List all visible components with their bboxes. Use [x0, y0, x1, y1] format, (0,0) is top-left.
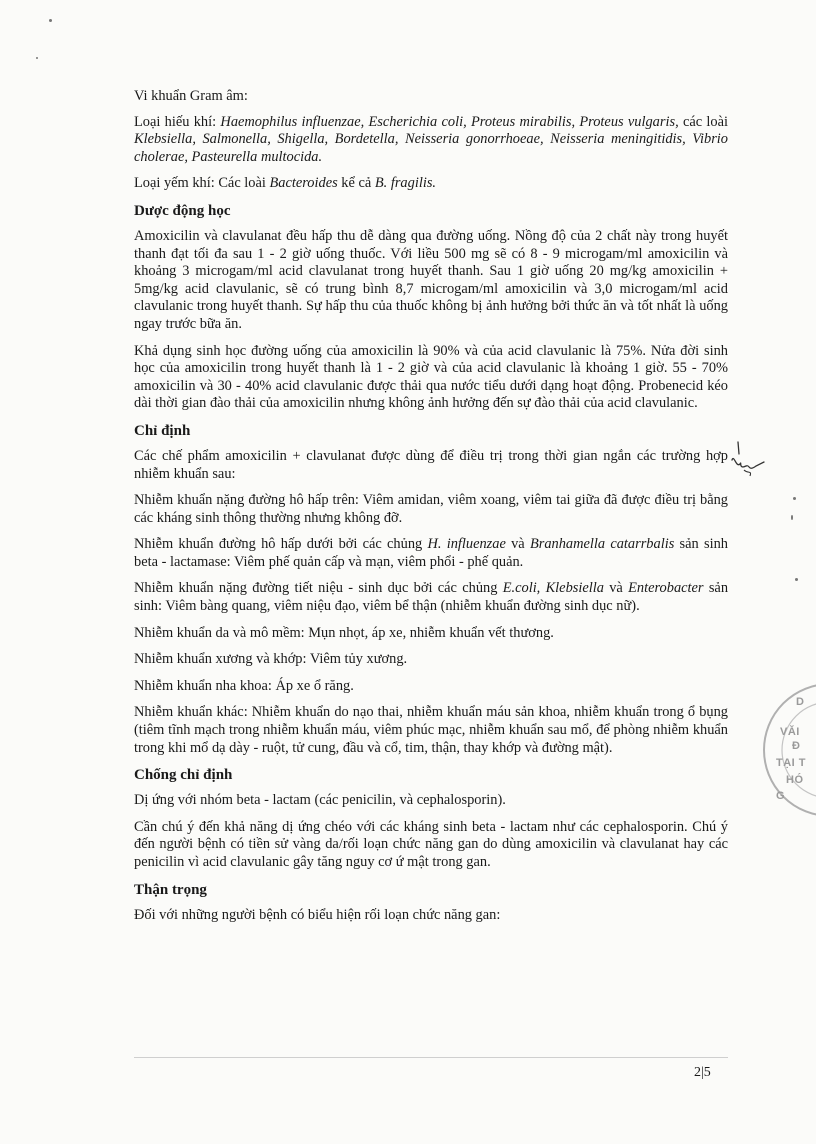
text-run: Loại hiếu khí:	[134, 113, 221, 130]
text-run: Nhiễm khuẩn xương và khớp: Viêm tủy xương.	[134, 651, 408, 668]
italic-term: Klebsiella, Salmonella, Shigella, Bordetella, Neisseria gonorrhoeae, Neisseria meningitidis, Vibrio cholerae, Pasteurella multocida.	[134, 131, 728, 165]
text-run: sản sinh beta - lactamase: Viêm phế quản cấp và mạn, viêm phổi - phế quản.	[134, 536, 728, 570]
stamp-ring	[756, 670, 816, 830]
text-run: Các chế phẩm amoxicilin + clavulanat được dùng để điều trị trong thời gian ngắn các trường hợp nhiễm khuẩn sau:	[134, 447, 728, 482]
stamp-text-line: VĂI	[780, 726, 800, 738]
aerobic-bacteria-paragraph	[134, 114, 728, 167]
stamp-text-line: D	[796, 696, 805, 708]
text-run: Nhiễm khuẩn nha khoa: Áp xe ổ răng.	[134, 677, 354, 694]
indications-paragraph	[134, 625, 728, 643]
section-title-contraindications: Chống chỉ định	[134, 767, 233, 784]
indications-section	[134, 422, 728, 757]
scan-speck	[793, 497, 796, 500]
text-run: và	[505, 536, 530, 553]
italic-term: H. influenzae	[427, 536, 506, 553]
section-title-indications: Chỉ định	[134, 422, 191, 439]
partial-official-stamp	[756, 670, 816, 830]
text-run: các loài	[678, 113, 729, 130]
indications-paragraph	[134, 678, 728, 696]
stamp-text-line: HÓ	[786, 774, 804, 786]
pharmacokinetics-paragraph: Khả dụng sinh học đường uống của amoxicilin là 90% và của acid clavulanic là 75%. Nửa đời sinh học của amoxicilin trong huyết thanh là 1 - 2 giờ và của acid clavulanic là khoảng 1 giờ. 55 - 70% amoxicilin và 30 - 40% acid clavulanic được thải qua nước tiểu dưới dạng hoạt động. Probenecid kéo dài thời gian đào thải của amoxicilin nhưng không ảnh hưởng đến sự đào thải của acid clavulanic.	[134, 342, 728, 412]
anaerobic-bacteria-paragraph	[134, 175, 728, 193]
text-run: Nhiễm khuẩn khác: Nhiễm khuẩn do nạo thai, nhiễm khuẩn máu sản khoa, nhiễm khuẩn trong ổ bụng (tiêm tĩnh mạch trong nhiễm khuẩn máu, viêm phúc mạc, nhiễm khuẩn sau mổ, để phòng nhiễm khuẩn trong khi mổ dạ dày - ruột, tử cung, đầu và cổ, tim, thận, thay khớp và đường mật).	[134, 704, 728, 756]
handwritten-initials	[726, 440, 766, 486]
contraindications-paragraph: Dị ứng với nhóm beta - lactam (các penicilin, và cephalosporin).	[134, 792, 506, 809]
text-run: Nhiễm khuẩn nặng đường hô hấp trên: Viêm amidan, viêm xoang, viêm tai giữa đã được điều trị bằng các kháng sinh thông thường nhưng không đỡ.	[134, 492, 728, 526]
text-run: Nhiễm khuẩn nặng đường tiết niệu - sinh dục bởi các chủng	[134, 580, 503, 597]
gram-negative-heading: Vi khuẩn Gram âm:	[134, 88, 248, 104]
precautions-section	[134, 881, 728, 925]
pharmacokinetics-section	[134, 202, 728, 413]
text-run: Nhiễm khuẩn da và mô mềm: Mụn nhọt, áp xe, nhiễm khuẩn vết thương.	[134, 624, 554, 641]
section-title-pharmacokinetics: Dược động học	[134, 202, 231, 219]
contraindications-paragraph: Cần chú ý đến khả năng dị ứng chéo với các kháng sinh beta - lactam như các cephalosporin. Chú ý đến người bệnh có tiền sử vàng da/rối loạn chức năng gan do dùng amoxicilin và clavulanat hay các penicilin vì acid clavulanic gây tăng nguy cơ ứ mật trong gan.	[134, 818, 728, 870]
italic-term: B. fragilis.	[374, 175, 437, 192]
section-title-precautions: Thận trọng	[134, 881, 207, 898]
footer-divider	[134, 1057, 728, 1058]
scan-speck	[49, 19, 52, 22]
page-number: 2|5	[694, 1065, 711, 1080]
text-run: Nhiễm khuẩn đường hô hấp dưới bởi các chủng	[134, 536, 428, 553]
scan-speck	[36, 57, 38, 59]
stamp-text-line: TẠI T	[776, 757, 806, 769]
contraindications-section	[134, 766, 728, 871]
text-run: Loại yếm khí: Các loài	[134, 175, 270, 192]
stamp-text-line: Đ	[792, 740, 801, 752]
text-run: kể cả	[337, 175, 375, 192]
document-body	[134, 88, 728, 933]
indications-paragraph	[134, 536, 728, 571]
indications-paragraph	[134, 492, 728, 527]
scan-speck	[791, 515, 793, 520]
italic-term: Haemophilus influenzae, Escherichia coli, Proteus mirabilis, Proteus vulgaris,	[220, 113, 679, 130]
indications-paragraph	[134, 704, 728, 757]
indications-paragraph	[134, 580, 728, 615]
italic-term: Branhamella catarrbalis	[529, 536, 675, 553]
stamp-text-line: G	[776, 790, 786, 802]
scan-speck	[795, 578, 798, 581]
pharmacokinetics-paragraph: Amoxicilin và clavulanat đều hấp thu dễ dàng qua đường uống. Nồng độ của 2 chất này trong huyết thanh đạt tối đa sau 1 - 2 giờ uống thuốc. Với liều 500 mg sẽ có 8 - 9 microgam/ml amoxicilin và khoảng 3 microgam/ml acid clavulanat trong huyết thanh. Sau 1 giờ uống 20 mg/kg amoxicilin + 5mg/kg acid clavulanic, sẽ có trung bình 8,7 microgam/ml amoxicilin và 3,0 microgam/ml acid clavulanic trong huyết thanh. Sự hấp thu của thuốc không bị ảnh hưởng bởi thức ăn và tốt nhất là uống ngay trước bữa ăn.	[134, 227, 728, 332]
indications-paragraph	[134, 651, 728, 669]
italic-term: E.coli, Klebsiella	[502, 580, 604, 597]
gram-negative-section	[134, 88, 728, 193]
precautions-paragraph: Đối với những người bệnh có biểu hiện rối loạn chức năng gan:	[134, 906, 501, 923]
text-run: sản sinh: Viêm bàng quang, viêm niệu đạo, viêm bể thận (nhiễm khuẩn đường sinh dục nữ).	[134, 580, 729, 615]
text-run: và	[603, 580, 629, 597]
italic-term: Bacteroides	[269, 175, 338, 192]
italic-term: Enterobacter	[628, 580, 704, 597]
indications-paragraph	[134, 448, 728, 483]
